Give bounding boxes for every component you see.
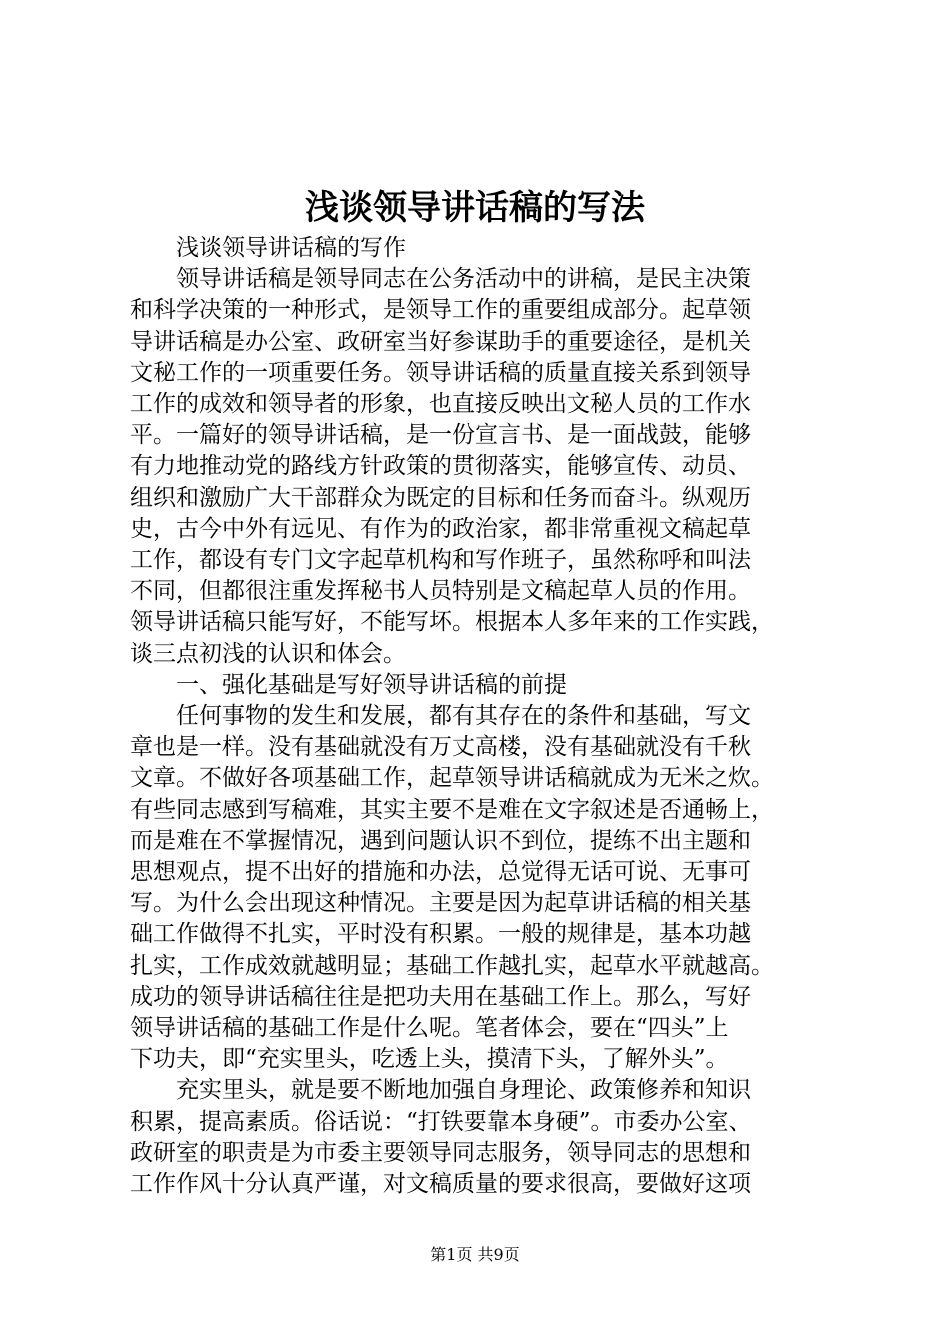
body-paragraph: 充实里头，就是要不断地加强自身理论、政策修养和知识 积累，提高素质。俗话说：“打铁要靠本身硬”。市委办公室、 政研室的职责是为市委主要领导同志服务，领导同志的思想和 工作作风十分认真严谨，对文稿质量的要求很高，要做好这项 [130, 1077, 752, 1198]
intro-paragraph: 领导讲话稿是领导同志在公务活动中的讲稿，是民主决策 和科学决策的一种形式，是领导工作的重要组成部分。起草领 导讲话稿是办公室、政研室当好参谋助手的重要途径，是机关 文秘工作的一项重要任务。领导讲话稿的质量直接关系到领导 工作的成效和领导者的形象，也直接反映出文秘人员的工作水 平。一篇好的领导讲话稿，是一份宣言书、是一面战鼓，能够 有力地推动党的路线方针政策的贯彻落实，能够宣传、动员、 组织和激励广大干部群众为既定的目标和任务而奋斗。纵观历 史，古今中外有远见、有作为的政治家，都非常重视文稿起草 工作，都设有专门文字起草机构和写作班子，虽然称呼和叫法 不同，但都很注重发挥秘书人员特别是文稿起草人员的作用。 领导讲话稿只能写好，不能写坏。根据本人多年来的工作实践， 谈三点初浅的认识和体会。 [130, 266, 774, 667]
section-heading: 一、强化基础是写好领导讲话稿的前提 [176, 671, 567, 698]
document-body [130, 233, 830, 1200]
body-paragraph: 任何事物的发生和发展，都有其存在的条件和基础，写文 章也是一样。没有基础就没有万丈高楼，没有基础就没有千秋 文章。不做好各项基础工作，起草领导讲话稿就成为无米之炊。 有些同志感到写稿难，其实主要不是难在文字叙述是否通畅上， 而是难在不掌握情况，遇到问题认识不到位，提练不出主题和 思想观点，提不出好的措施和办法，总觉得无话可说、无事可 写。为什么会出现这种情况。主要是因为起草讲话稿的相关基 础工作做得不扎实，平时没有积累。一般的规律是，基本功越 扎实，工作成效就越明显；基础工作越扎实，起草水平就越高。 成功的领导讲话稿往往是把功夫用在基础工作上。那么，写好 领导讲话稿的基础工作是什么呢。笔者体会，要在“四头”上 下功夫，即“充实里头，吃透上头，摸清下头，了解外头”。 [130, 703, 774, 1073]
document-title: 浅谈领导讲话稿的写法 [305, 188, 645, 228]
page-number: 第1页 共9页 [430, 1245, 520, 1264]
subtitle-paragraph: 浅谈领导讲话稿的写作 [176, 235, 406, 261]
